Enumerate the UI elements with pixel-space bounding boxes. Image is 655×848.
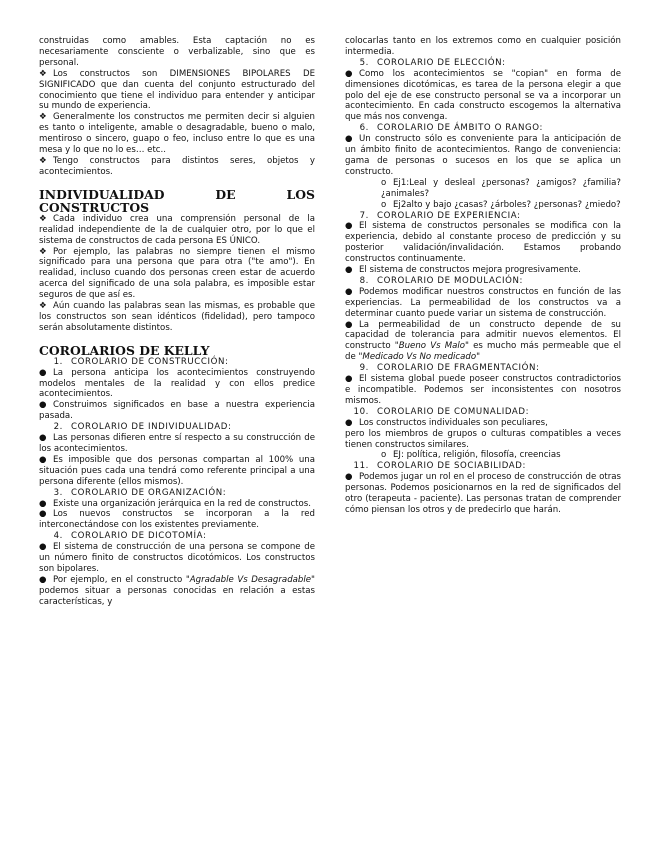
bullet-icon: ● (345, 265, 353, 276)
bullet-icon: ● (345, 134, 353, 145)
corolario-heading: 5. COROLARIO DE ELECCIÓN: (359, 57, 506, 68)
corolario-heading: 3. COROLARIO DE ORGANIZACIÓN: (53, 487, 227, 498)
intro-bullet: ❖ Los constructos son DIMENSIONES BIPOLARES DE SIGNIFICADO que dan cuenta del conjunto estructurado del conocimiento que tiene el individuo para entender y anticipar su mundo de experiencia. (39, 68, 315, 112)
diamond-bullet-icon: ❖ (39, 301, 47, 312)
bullet-icon: ● (345, 319, 353, 330)
corolario-heading: 6. COROLARIO DE ÁMBITO O RANGO: (359, 123, 544, 134)
diamond-bullet-icon: ❖ (39, 68, 47, 79)
corolario-heading: 2. COROLARIO DE INDIVIDUALIDAD: (53, 422, 232, 433)
corolario-heading: 11. COROLARIO DE SOCIABILIDAD: (353, 461, 526, 472)
individualidad-bullet: ❖ Cada individuo crea una comprensión personal de la realidad independiente de la de cualquier otro, por lo que el sistema de constructos de cada persona ES ÚNICO. (39, 213, 315, 246)
corolario-bullet: ● Por ejemplo, en el constructo "Agradable Vs Desagradable" podemos situar a personas conocidas en relación a estas características, y (39, 574, 315, 607)
circle-bullet-icon: o (381, 177, 387, 188)
corolario-bullet: ● Un constructo sólo es conveniente para la anticipación de un ámbito finito de acontecimientos. Rango de conveniencia: gama de personas o sucesos en los que se aplica un constructo. (345, 134, 621, 177)
intro-paragraph: construidas como amables. Esta captación no es necesariamente consciente o verbalizable, sino que es personal. (39, 36, 315, 68)
heading-individualidad-line2: CONSTRUCTOS (39, 199, 150, 215)
intro-bullet: ❖ Tengo constructos para distintos seres, objetos y acontecimientos. (39, 155, 315, 177)
bullet-icon: ● (39, 509, 47, 520)
heading-individualidad: INDIVIDUALIDAD DE LOS (39, 186, 315, 202)
corolario-heading: 8. COROLARIO DE MODULACIÓN: (359, 275, 523, 286)
corolario-bullet: ● El sistema global puede poseer constructos contradictorios e incompatible. Podemos ser inconsistentes con nosotros mismos. (345, 374, 621, 406)
right-column (345, 36, 621, 516)
corolario-bullet: ● Construimos significados en base a nuestra experiencia pasada. (39, 400, 315, 422)
comunalidad-continuation: pero los miembros de grupos o culturas compatibles a veces tienen constructos similares. (345, 428, 621, 450)
bullet-icon: ● (39, 433, 47, 444)
bullet-icon: ● (345, 374, 353, 385)
corolario-bullet: ● Los constructos individuales son peculiares, (345, 417, 548, 428)
bullet-icon: ● (39, 367, 47, 378)
bullet-icon: ● (345, 417, 353, 428)
bullet-icon: ● (345, 472, 353, 483)
corolario-heading: 10. COROLARIO DE COMUNALIDAD: (353, 406, 530, 417)
corolario-bullet: ● Las personas difieren entre sí respecto a su construcción de los acontecimientos. (39, 433, 315, 454)
corolario-bullet: ● La permeabilidad de un constructo depende de su capacidad de tolerancia para admitir nuevos elementos. El constructo "Bueno Vs Malo" es mucho más permeable que el de "Medicado Vs No medicado" (345, 319, 622, 363)
sub-bullet: o Ej2alto y bajo ¿casas? ¿árboles? ¿personas? ¿miedo? (381, 199, 621, 210)
continuation-paragraph: colocarlas tanto en los extremos como en cualquier posición intermedia. (345, 36, 621, 57)
diamond-bullet-icon: ❖ (39, 155, 47, 166)
corolario-heading: 7. COROLARIO DE EXPERIENCIA: (359, 210, 521, 221)
bullet-icon: ● (345, 221, 353, 232)
diamond-bullet-icon: ❖ (39, 112, 47, 123)
corolario-bullet: ● Los nuevos constructos se incorporan a la red interconectándose con los existentes previamente. (39, 509, 315, 531)
corolario-bullet: ● Como los acontecimientos se "copian" en forma de dimensiones dicotómicas, es tarea de la persona elegir a que polo del eje de ese constructo personal se va a incorporar un acontecimiento. En cada constructo escogemos la alternativa que más nos convenga. (345, 68, 621, 123)
corolario-bullet: ● Existe una organización jerárquica en la red de constructos. (39, 498, 312, 509)
sub-bullet: o EJ: política, religión, filosofía, creencias (381, 450, 561, 461)
bullet-icon: ● (345, 68, 353, 79)
corolario-heading: 1. COROLARIO DE CONSTRUCCIÓN: (53, 356, 229, 367)
diamond-bullet-icon: ❖ (39, 246, 47, 257)
corolario-heading: 4. COROLARIO DE DICOTOMÍA: (53, 531, 207, 542)
corolario-bullet: ● La persona anticipa los acontecimientos construyendo modelos mentales de la realidad y con ellos predice acontecimientos. (39, 367, 315, 400)
corolario-bullet: ● Es imposible que dos personas compartan al 100% una situación pues cada una tendrá como referente principal a una persona diferente (ellos mismos). (39, 454, 315, 487)
corolario-bullet: ● El sistema de constructos mejora progresivamente. (345, 265, 581, 276)
bullet-icon: ● (39, 498, 47, 509)
diamond-bullet-icon: ❖ (39, 213, 47, 224)
corolario-bullet: ● Podemos jugar un rol en el proceso de construcción de otras personas. Podemos posicionarnos en la red de significados del otro (terapeuta - paciente). Las personas tratan de comprender cómo piensan los otros y de predecirlo que harán. (345, 472, 621, 515)
bullet-icon: ● (39, 542, 47, 553)
bullet-icon: ● (39, 400, 47, 411)
bullet-icon: ● (345, 286, 353, 297)
individualidad-bullet: ❖ Por ejemplo, las palabras no siempre tienen el mismo significado para una persona que para otra ("te amo"). En realidad, incluso cuando dos personas creen estar de acuerdo acerca del significado de una sola palabra, es imposible estar seguros de que así es. (39, 246, 315, 301)
left-column (39, 36, 315, 608)
circle-bullet-icon: o (381, 199, 387, 210)
intro-bullet: ❖ Generalmente los constructos me permiten decir si alguien es tanto o inteligente, amable o desagradable, bueno o malo, mentiroso o sincero, guapo o feo, incluso entre lo que es una mesa y lo que no lo es… etc.. (39, 112, 315, 156)
corolario-bullet: ● Podemos modificar nuestros constructos en función de las experiencias. La permeabilidad de los constructos va a determinar cuanto puede variar un sistema de construcción. (345, 286, 621, 319)
sub-bullet: o Ej1:Leal y desleal ¿personas? ¿amigos? ¿familia? ¿animales? (381, 177, 621, 199)
circle-bullet-icon: o (381, 450, 387, 461)
corolario-bullet: ● El sistema de construcción de una persona se compone de un número finito de constructos dicotómicos. Los constructos son bipolares. (39, 542, 315, 574)
individualidad-bullet: ❖ Aún cuando las palabras sean las mismas, es probable que los constructos son sean idénticos (fidelidad), pero tampoco serán absolutamente distintos. (39, 301, 315, 333)
bullet-icon: ● (39, 574, 47, 585)
corolario-heading: 9. COROLARIO DE FRAGMENTACIÓN: (359, 363, 540, 374)
bullet-icon: ● (39, 454, 47, 465)
corolario-bullet: ● El sistema de constructos personales se modifica con la experiencia, debido al constante proceso de predicción y su posterior validación/invalidación. Estamos probando constructos continuamente. (345, 221, 621, 265)
heading-corolarios: COROLARIOS DE KELLY (39, 342, 210, 358)
